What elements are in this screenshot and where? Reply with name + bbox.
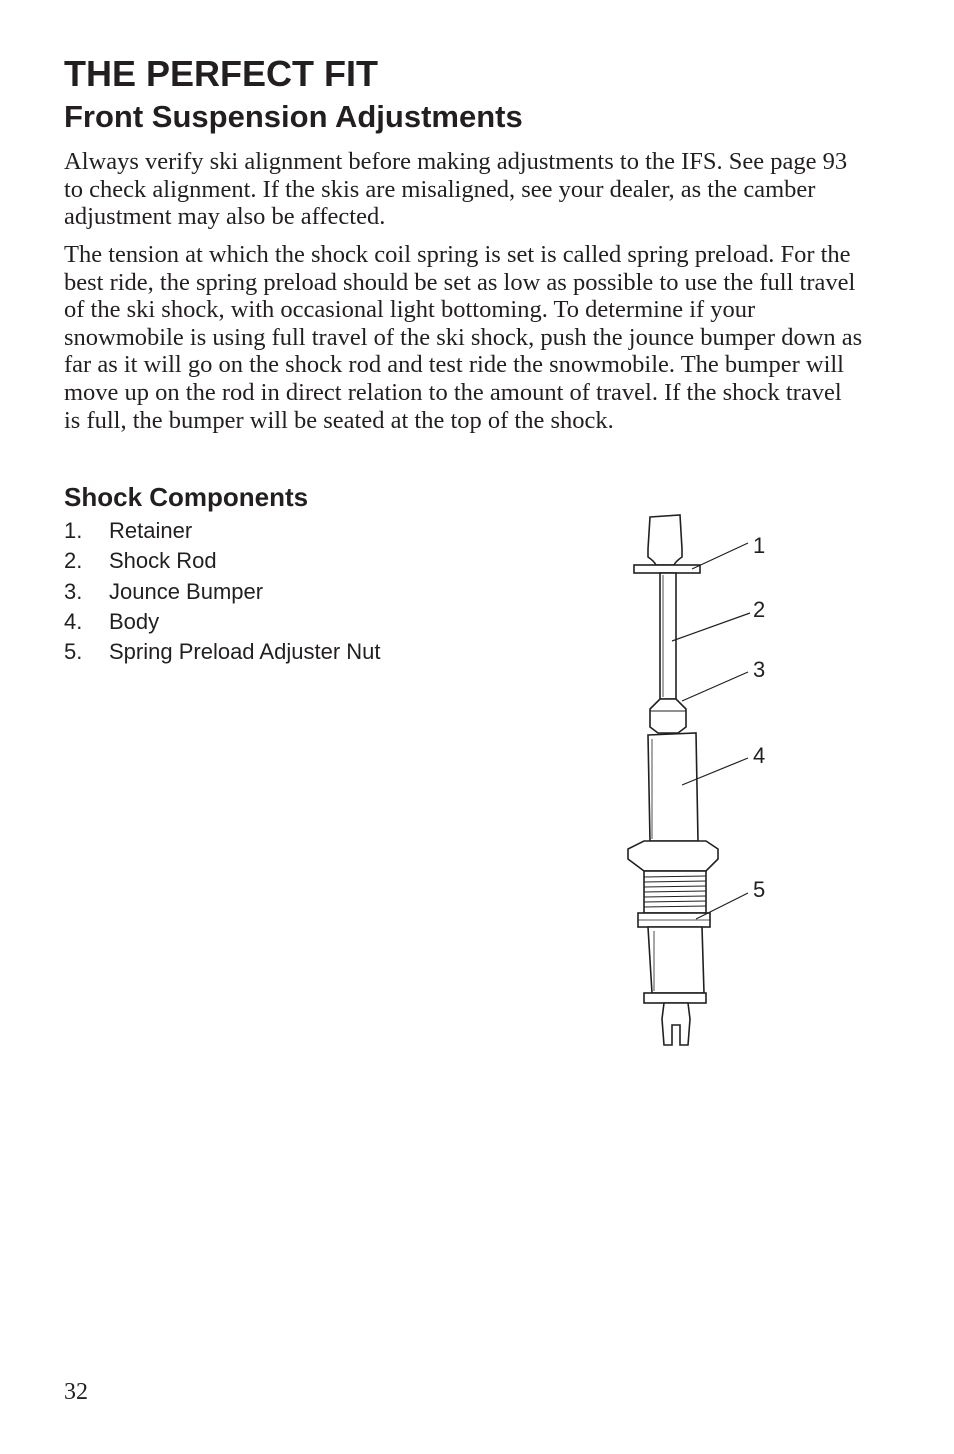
retainer-cap: [648, 515, 682, 565]
list-item-label: Body: [109, 608, 160, 634]
list-item: [64, 637, 381, 667]
leader-line-1: [692, 543, 748, 569]
lower-collar: [644, 993, 706, 1003]
callout-4: 4: [753, 743, 766, 768]
list-item-label: Spring Preload Adjuster Nut: [109, 639, 381, 665]
callout-5: 5: [753, 877, 766, 902]
shock-components-heading: Shock Components: [64, 482, 309, 512]
list-item: [64, 607, 381, 637]
list-item-number: 1.: [64, 518, 83, 543]
retainer-flange: [634, 565, 700, 573]
list-item: [64, 516, 381, 546]
paragraph-alignment: Always verify ski alignment before making adjustments to the IFS. See page 93 to check alignment. If the skis are misaligned, see your dealer, as the camber adjustment may also be affected.: [64, 148, 848, 231]
lower-body: [648, 927, 704, 993]
page-number: 32: [64, 1379, 88, 1405]
list-item-number: 2.: [64, 548, 83, 574]
shock-body: [648, 733, 698, 841]
shock-illustration: [600, 505, 800, 1065]
callout-2: 2: [753, 597, 766, 622]
shock-components-list: [64, 516, 381, 667]
callout-1: 1: [753, 533, 766, 558]
list-item: [64, 577, 381, 607]
spring-seat: [628, 841, 718, 871]
list-item: [64, 546, 381, 576]
list-item-label: Jounce Bumper: [109, 578, 264, 604]
shock-rod: [660, 573, 676, 699]
shock-diagram: [600, 505, 800, 1065]
page-title: THE PERFECT FIT: [64, 53, 378, 94]
list-item-number: 4.: [64, 608, 83, 634]
leader-line-3: [682, 672, 748, 701]
lower-eyelet: [662, 1003, 690, 1045]
section-heading: Front Suspension Adjustments: [64, 99, 523, 134]
callout-3: 3: [753, 657, 766, 682]
list-item-label: Retainer: [109, 518, 193, 543]
leader-line-2: [672, 613, 750, 641]
list-item-label: Shock Rod: [109, 548, 217, 574]
jounce-bumper: [650, 699, 686, 733]
list-item-number: 5.: [64, 639, 83, 665]
list-item-number: 3.: [64, 578, 83, 604]
paragraph-spring-preload: The tension at which the shock coil spring is set is called spring preload. For the best ride, the spring preload should be set as low as possible to use the full travel of the ski shock, with occasional light bottoming. To determine if your snowmobile is using full travel of the ski shock, push the jounce bumper down as far as it will go on the shock rod and test ride the snowmobile. The bumper will move up on the rod in direct relation to the amount of travel. If the shock travel is full, the bumper will be seated at the top of the shock.: [64, 241, 863, 434]
